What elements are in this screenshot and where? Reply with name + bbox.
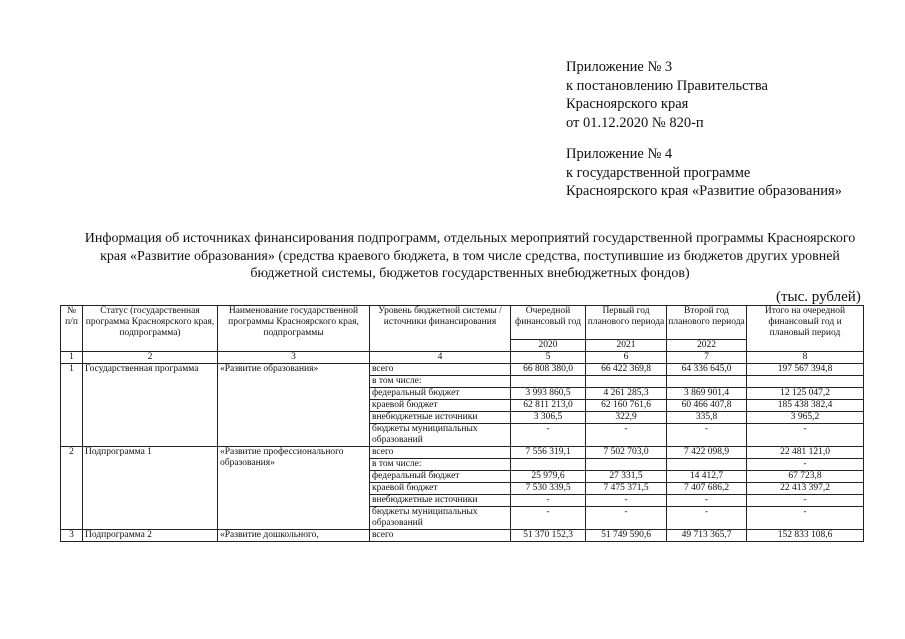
header-year2-label: Первый год планового периода [587,306,665,327]
cell-total: 22 413 397,2 [747,483,864,495]
row-program-name: «Развитие дошкольного, [218,530,370,542]
cell-year2: 7 475 371,5 [586,483,667,495]
appendix-3-line: к постановлению Правительства [566,77,768,94]
table-row [61,447,864,459]
row-funding-level: всего [370,364,511,376]
row-funding-level: в том числе: [370,376,511,388]
cell-year3: 7 422 098,9 [667,447,747,459]
cell-total [747,376,864,388]
cell-year3: 14 412,7 [667,471,747,483]
financing-table [60,305,864,542]
cell-total: 22 481 121,0 [747,447,864,459]
row-program-name: «Развитие профессионального образования» [218,447,370,530]
header-year3-label: Второй год планового периода [668,306,745,327]
row-funding-level: всего [370,530,511,542]
cell-total: - [747,495,864,507]
column-number: 2 [83,352,218,364]
appendix-4-block [566,145,842,201]
row-number: 2 [61,447,83,530]
header-status: Статус (государственная программа Красноярского края, подпрограмма) [83,306,218,352]
header-year1-value: 2020 [511,339,585,351]
cell-total: 185 438 382,4 [747,400,864,412]
column-number: 1 [61,352,83,364]
cell-total: 12 125 047,2 [747,388,864,400]
appendix-3-block [566,58,768,132]
cell-year3: - [667,424,747,447]
appendix-4-title: Приложение № 4 [566,146,673,162]
cell-year3: 335,8 [667,412,747,424]
cell-year3 [667,459,747,471]
cell-year2: 4 261 285,3 [586,388,667,400]
cell-year3: 3 869 901,4 [667,388,747,400]
header-level: Уровень бюджетной системы / источники финансирования [370,306,511,352]
cell-year1: 7 556 319,1 [511,447,586,459]
header-year2-value: 2021 [586,339,666,351]
cell-total: 152 833 108,6 [747,530,864,542]
row-number: 3 [61,530,83,542]
cell-total: 197 567 394,8 [747,364,864,376]
column-number-row [61,352,864,364]
cell-year1: 62 811 213,0 [511,400,586,412]
cell-year2: 62 160 761,6 [586,400,667,412]
header-year1-label: Очередной финансовый год [515,306,581,327]
cell-year2: - [586,495,667,507]
cell-year1: 3 306,5 [511,412,586,424]
appendix-4-line: Красноярского края «Развитие образования» [566,183,842,199]
column-number: 6 [586,352,667,364]
row-funding-level: бюджеты муниципальных образований [370,507,511,530]
row-funding-level: бюджеты муниципальных образований [370,424,511,447]
cell-year2: - [586,507,667,530]
cell-year2: 7 502 703,0 [586,447,667,459]
column-number: 4 [370,352,511,364]
cell-year1 [511,459,586,471]
cell-total: - [747,459,864,471]
cell-year3: 64 336 645,0 [667,364,747,376]
header-total: Итого на очередной финансовый год и плановый период [747,306,864,352]
cell-total: - [747,424,864,447]
row-funding-level: федеральный бюджет [370,388,511,400]
cell-year2: 66 422 369,8 [586,364,667,376]
cell-year1: 3 993 860,5 [511,388,586,400]
row-status: Подпрограмма 1 [83,447,218,530]
appendix-3-line: от 01.12.2020 № 820-п [566,114,704,131]
cell-year1: 51 370 152,3 [511,530,586,542]
column-number: 8 [747,352,864,364]
row-funding-level: федеральный бюджет [370,471,511,483]
table-body [61,364,864,542]
header-year1 [511,306,586,352]
unit-label: (тыс. рублей) [776,289,861,305]
row-funding-level: внебюджетные источники [370,495,511,507]
cell-year3: - [667,507,747,530]
cell-year2: - [586,424,667,447]
cell-year2: 322,9 [586,412,667,424]
cell-year2: 27 331,5 [586,471,667,483]
cell-year3: 49 713 365,7 [667,530,747,542]
cell-year3 [667,376,747,388]
row-status: Подпрограмма 2 [83,530,218,542]
document-title: Информация об источниках финансирования подпрограмм, отдельных мероприятий государственной программы Красноярского края «Развитие образования» (средства краевого бюджета, в том числе средства, поступившие из бюджетов других уровней бюджетной системы, бюджетов государственных внебюджетных фондов) [84,231,856,281]
cell-year1: - [511,507,586,530]
column-number: 3 [218,352,370,364]
column-number: 5 [511,352,586,364]
row-funding-level: в том числе: [370,459,511,471]
row-number: 1 [61,364,83,447]
header-name: Наименование государственной программы Красноярского края, подпрограммы [218,306,370,352]
row-funding-level: внебюджетные источники [370,412,511,424]
cell-year1: 7 530 339,5 [511,483,586,495]
row-funding-level: краевой бюджет [370,400,511,412]
header-year2 [586,306,667,352]
cell-total: - [747,507,864,530]
table-row [61,530,864,542]
row-funding-level: краевой бюджет [370,483,511,495]
cell-year2 [586,376,667,388]
cell-year3: 60 466 407,8 [667,400,747,412]
cell-year1: 25 979,6 [511,471,586,483]
header-num: № п/п [61,306,83,352]
cell-year2: 51 749 590,6 [586,530,667,542]
cell-year3: 7 407 686,2 [667,483,747,495]
column-number: 7 [667,352,747,364]
cell-total: 3 965,2 [747,412,864,424]
cell-year1: 66 808 380,0 [511,364,586,376]
table-row [61,364,864,376]
cell-total: 67 723,8 [747,471,864,483]
cell-year1: - [511,424,586,447]
header-row [61,306,864,352]
appendix-3-title: Приложение № 3 [566,59,673,75]
cell-year1: - [511,495,586,507]
row-funding-level: всего [370,447,511,459]
cell-year3: - [667,495,747,507]
appendix-4-line: к государственной программе [566,164,751,181]
header-year3-value: 2022 [667,339,746,351]
header-year3 [667,306,747,352]
cell-year2 [586,459,667,471]
row-status: Государственная программа [83,364,218,447]
row-program-name: «Развитие образования» [218,364,370,447]
appendix-3-line: Красноярского края [566,96,689,112]
cell-year1 [511,376,586,388]
